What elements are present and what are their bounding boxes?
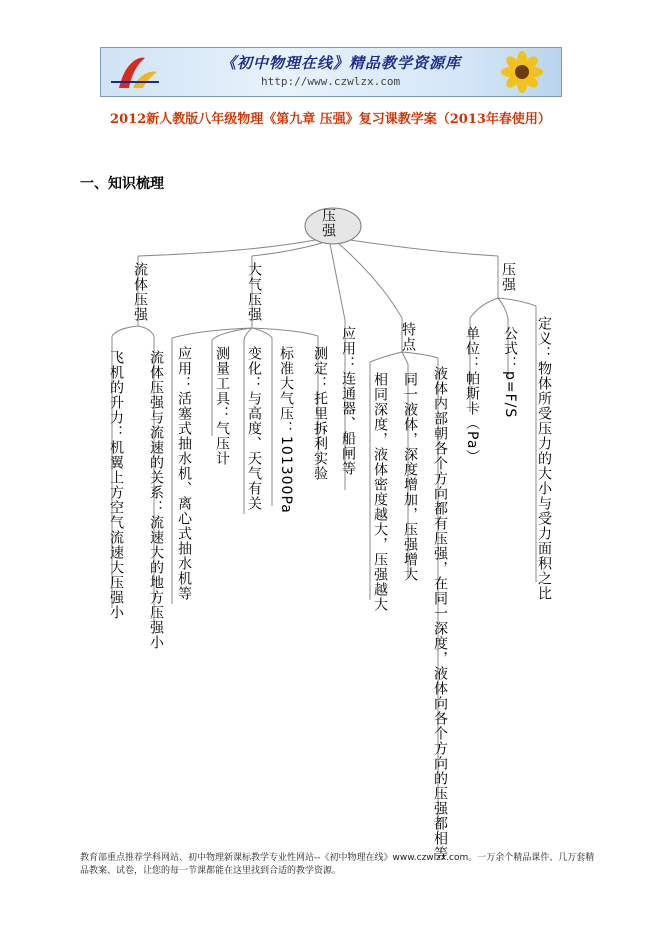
branch-atmospheric-pressure: 大气压强 bbox=[246, 262, 262, 322]
atmosphere-item-change: 变化：与高度、天气有关 bbox=[246, 346, 262, 511]
pressure-item-definition: 定义：物体所受压力的大小与受力面积之比 bbox=[536, 316, 552, 601]
features-item-all-directions: 液体内部朝各个方向都有压强，在同一深度，液体向各个方向的压强都相等 bbox=[432, 366, 448, 861]
banner-url[interactable]: http://www.czwlzx.com bbox=[261, 75, 401, 88]
atmosphere-item-standard: 标准大气压：101300Pa bbox=[278, 346, 294, 514]
features-item-density: 相同深度，液体密度越大，压强越大 bbox=[372, 372, 388, 612]
branch-fluid-pressure: 流体压强 bbox=[132, 262, 148, 322]
document-title: 2012新人教版八年级物理《第九章 压强》复习课教学案（2013年春使用） bbox=[110, 112, 551, 127]
branch-features: 特点 bbox=[400, 322, 416, 352]
atmosphere-item-instrument: 测量工具：气压计 bbox=[214, 346, 230, 466]
atmosphere-item-application: 应用：活塞式抽水机、离心式抽水机等 bbox=[176, 346, 192, 601]
pressure-item-unit: 单位：帕斯卡（Pa） bbox=[464, 326, 480, 465]
branch-application: 应用：连通器、船闸等 bbox=[340, 326, 356, 476]
fluid-item-lift: 飞机的升力：机翼上方空气流速大压强小 bbox=[108, 350, 124, 620]
branch-pressure: 压强 bbox=[500, 262, 516, 292]
mindmap-root: 压强 bbox=[320, 208, 336, 238]
banner-title: 《初中物理在线》精品教学资源库 bbox=[221, 54, 462, 72]
features-item-depth: 同一液体，深度增加，压强增大 bbox=[402, 372, 418, 582]
page-footer: 教育部重点推荐学科网站、初中物理新课标教学专业性网站--《初中物理在线》www.czwlzx.com。一万余个精品课件、几万套精品教案、试卷，让您的每一节课都能在这里找到合适的教学资源。 bbox=[80, 853, 595, 876]
atmosphere-item-measure: 测定：托里拆利实验 bbox=[312, 346, 328, 481]
pressure-item-formula: 公式：p=F/S bbox=[502, 326, 518, 419]
section-heading: 一、知识梳理 bbox=[80, 176, 164, 192]
fluid-item-flow-relation: 流体压强与流速的关系：流速大的地方压强小 bbox=[148, 350, 164, 650]
